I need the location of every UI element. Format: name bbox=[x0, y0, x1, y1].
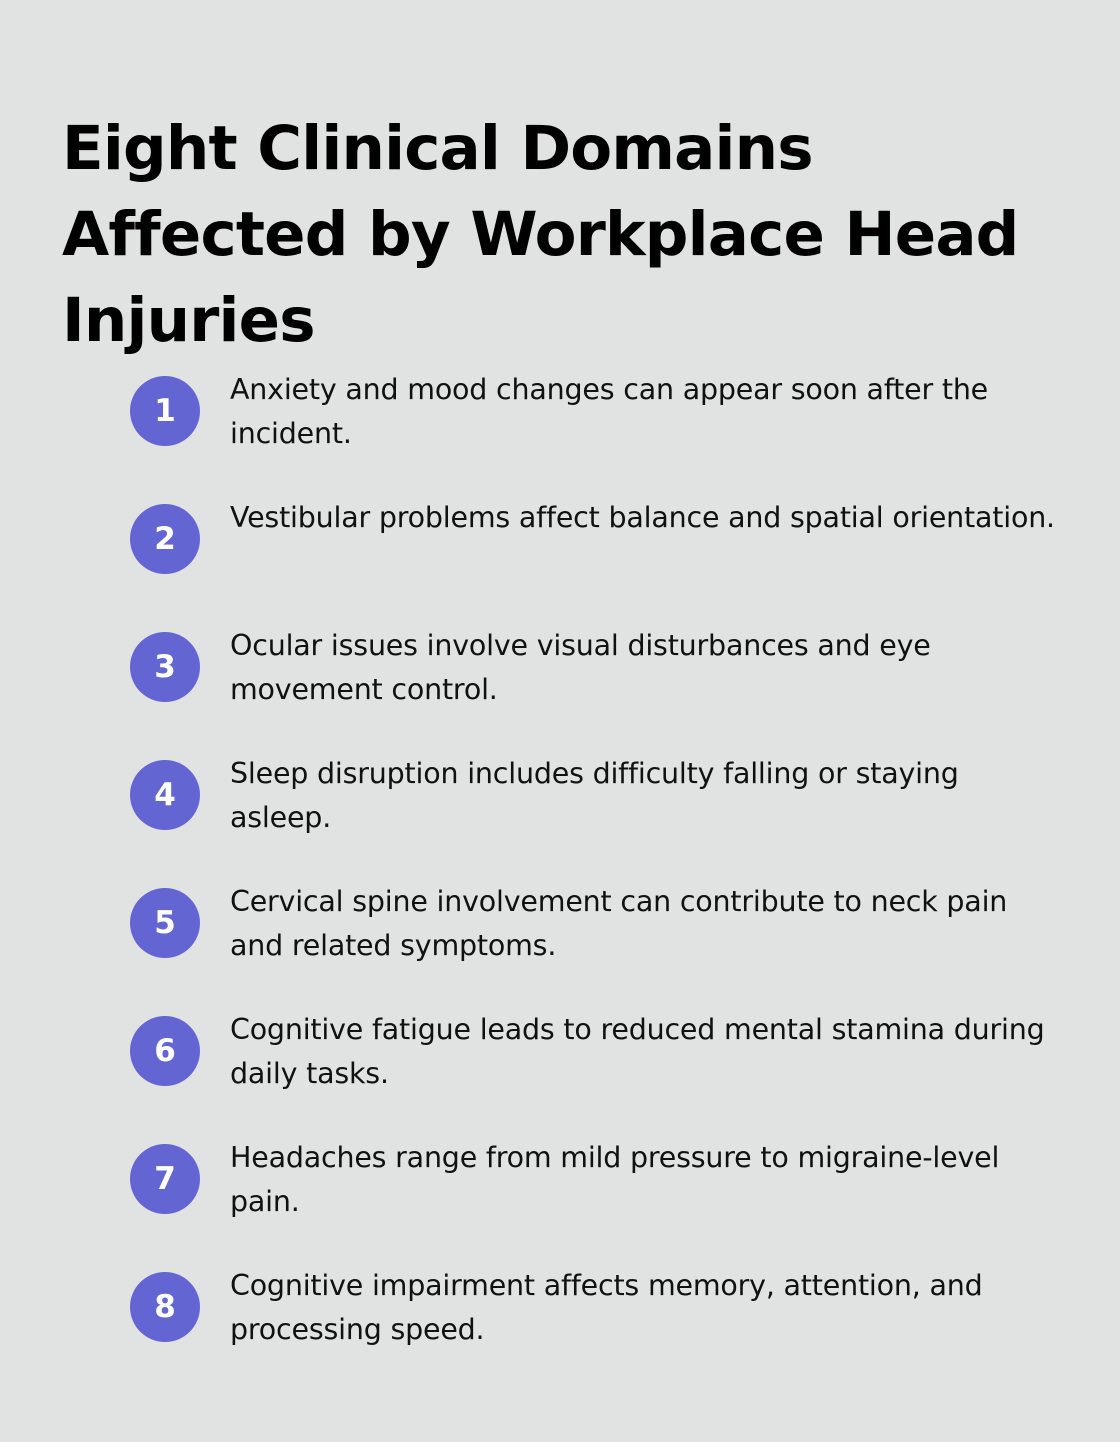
list-item-1 bbox=[130, 368, 1070, 478]
item-text-6: Cognitive fatigue leads to reduced mental stamina during daily tasks. bbox=[230, 1013, 1045, 1090]
number-badge-6: 6 bbox=[130, 1016, 200, 1086]
item-text-4: Sleep disruption includes difficulty falling or staying asleep. bbox=[230, 757, 959, 834]
item-text-3: Ocular issues involve visual disturbances and eye movement control. bbox=[230, 629, 931, 706]
list-item-6 bbox=[130, 1008, 1070, 1118]
number-badge-1: 1 bbox=[130, 376, 200, 446]
list-item-2 bbox=[130, 496, 1070, 606]
item-text-1: Anxiety and mood changes can appear soon after the incident. bbox=[230, 373, 989, 450]
item-text-7: Headaches range from mild pressure to migraine-level pain. bbox=[230, 1141, 1000, 1218]
page-title: Eight Clinical Domains Affected by Workplace Head Injuries bbox=[62, 113, 1019, 356]
number-badge-3: 3 bbox=[130, 632, 200, 702]
number-badge-2: 2 bbox=[130, 504, 200, 574]
number-badge-5: 5 bbox=[130, 888, 200, 958]
list-item-3 bbox=[130, 624, 1070, 734]
item-text-5: Cervical spine involvement can contribute to neck pain and related symptoms. bbox=[230, 885, 1008, 962]
list-item-8 bbox=[130, 1264, 1070, 1374]
list-item-5 bbox=[130, 880, 1070, 990]
list-item-7 bbox=[130, 1136, 1070, 1246]
number-badge-7: 7 bbox=[130, 1144, 200, 1214]
number-badge-4: 4 bbox=[130, 760, 200, 830]
list-item-4 bbox=[130, 752, 1070, 862]
number-badge-8: 8 bbox=[130, 1272, 200, 1342]
item-text-2: Vestibular problems affect balance and spatial orientation. bbox=[230, 501, 1055, 534]
item-text-8: Cognitive impairment affects memory, attention, and processing speed. bbox=[230, 1269, 983, 1346]
